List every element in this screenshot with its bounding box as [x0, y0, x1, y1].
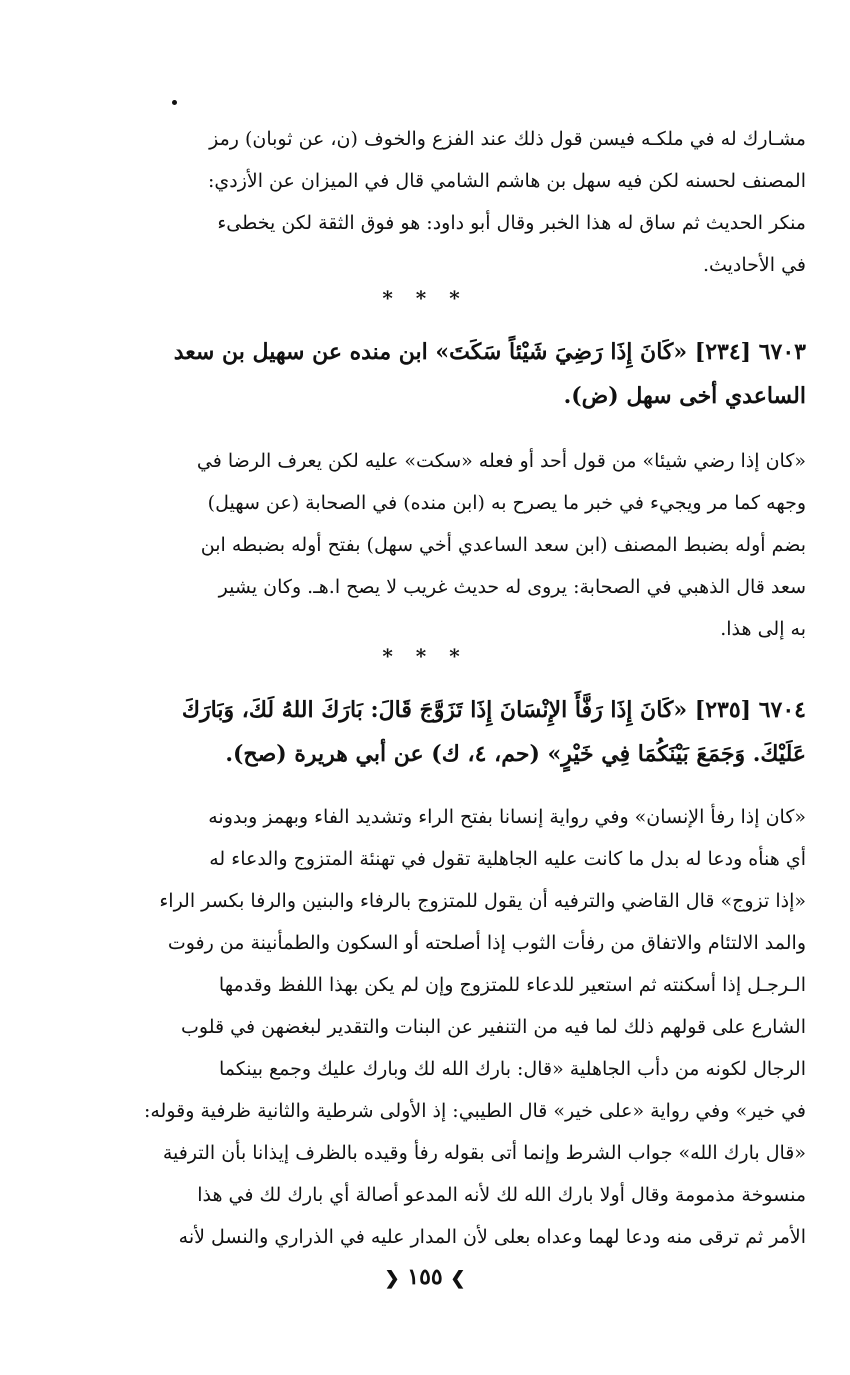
- paragraph-top: [100, 118, 806, 286]
- text-line: مشـارك له في ملكـه فيسن قول ذلك عند الفزع والخوف (ن، عن ثوبان) رمز: [209, 128, 806, 150]
- text-line: «إذا تزوج» قال القاضي والترفيه أن يقول للمتزوج بالرفاء والبنين والرفا بكسر الراء: [159, 890, 806, 912]
- text-line: بضم أوله بضبط المصنف (ابن سعد الساعدي أخي سهل) بفتح أوله بضبطه ابن: [200, 534, 806, 556]
- text-line: والمد الالتئام والاتفاق من رفأت الثوب إذا أصلحته أو السكون والطمأنينة من رفوت: [167, 932, 806, 954]
- hadith-6704: [100, 688, 806, 776]
- text-line: المصنف لحسنه لكن فيه سهل بن هاشم الشامي قال في الميزان عن الأزدي:: [207, 170, 806, 192]
- text-line: الـرجـل إذا أسكنته ثم استعير للدعاء للمتزوج وإن لم يكن بهذا اللفظ وقدمها: [218, 974, 806, 996]
- text-line: الشارع على قولهم ذلك لما فيه من التنفير عن البنات والتقدير لبغضهن في قلوب: [181, 1016, 806, 1038]
- text-line: منكر الحديث ثم ساق له هذا الخبر وقال أبو داود: هو فوق الثقة لكن يخطىء: [217, 212, 806, 234]
- page-number: [0, 1264, 850, 1290]
- ink-dot: [172, 100, 177, 105]
- text-line: سعد قال الذهبي في الصحابة: يروى له حديث غريب لا يصح ا.هـ. وكان يشير: [218, 576, 806, 598]
- hadith-line: عَلَيْكَ. وَجَمَعَ بَيْنَكُمَا فِي خَيْرٍ» (حم، ٤، ك) عن أبي هريرة (صح).: [225, 741, 806, 767]
- hadith-line: ٦٧٠٤ [٢٣٥] «كَانَ إِذَا رَفَّأَ الإِنْسَانَ إِذَا تَزَوَّجَ قَالَ: بَارَكَ اللهُ لَكَ، وَبَارَكَ: [181, 697, 806, 723]
- text-line: «كان إذا رضي شيئا» من قول أحد أو فعله «سكت» عليه لكن يعرف الرضا في: [196, 450, 806, 472]
- text-line: منسوخة مذمومة وقال أولا بارك الله لك لأنه المدعو أصالة أي بارك لك في هذا: [197, 1184, 806, 1206]
- hadith-line: الساعدي أخى سهل (ض).: [563, 383, 806, 409]
- hadith-line: ٦٧٠٣ [٢٣٤] «كَانَ إِذَا رَضِيَ شَيْئاً سَكَتَ» ابن منده عن سهيل بن سعد: [173, 339, 806, 365]
- text-line: «كان إذا رفأ الإنسان» وفي رواية إنسانا بفتح الراء وتشديد الفاء وبهمز وبدونه: [208, 806, 806, 828]
- text-line: به إلى هذا.: [720, 618, 806, 640]
- commentary-6703: [100, 440, 806, 650]
- section-separator: * * *: [382, 644, 468, 668]
- text-line: في خير» وفي رواية «على خير» قال الطيبي: إذ الأولى شرطية والثانية ظرفية وقوله:: [143, 1100, 806, 1122]
- text-line: «قال بارك الله» جواب الشرط وإنما أتى بقوله رفأ وقيده بالظرف إيذانا بأن الترفية: [162, 1142, 806, 1164]
- commentary-6704: [100, 796, 806, 1258]
- text-line: في الأحاديث.: [702, 254, 806, 276]
- section-separator: * * *: [382, 286, 468, 310]
- ornament-left-icon: ❮: [384, 1268, 400, 1289]
- text-line: أي هنأه ودعا له بدل ما كانت عليه الجاهلية تقول في تهنئة المتزوج والدعاء له: [209, 848, 806, 870]
- hadith-6703: [100, 330, 806, 418]
- text-line: الرجال لكونه من دأب الجاهلية «قال: بارك الله لك وبارك عليك وجمع بينكما: [218, 1058, 806, 1080]
- text-line: الأمر ثم ترقى منه ودعا لهما وعداه بعلى لأن المدار عليه في الذراري والنسل لأنه: [178, 1226, 806, 1248]
- page-number-value: ١٥٥: [407, 1264, 443, 1290]
- text-line: وجهه كما مر ويجيء في خبر ما يصرح به (ابن منده) في الصحابة (عن سهيل): [207, 492, 806, 514]
- ornament-right-icon: ❯: [450, 1268, 466, 1289]
